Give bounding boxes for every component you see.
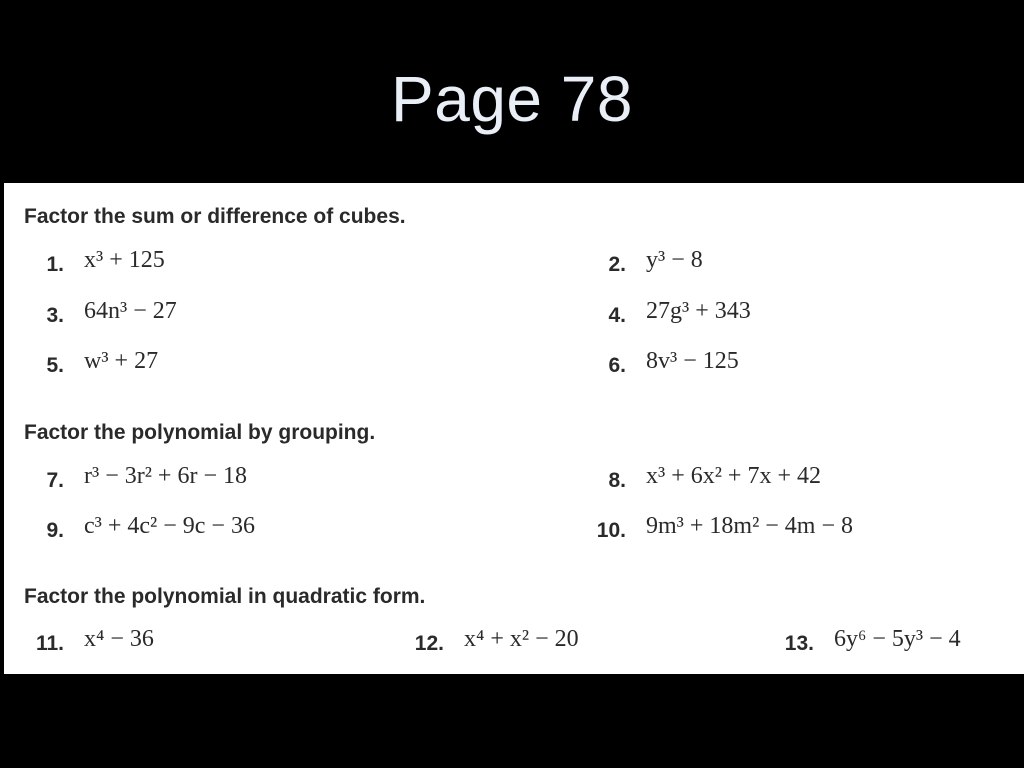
problem-expression: r³ − 3r² + 6r − 18 xyxy=(84,463,247,489)
problem-expression: 8v³ − 125 xyxy=(646,348,739,374)
problem-number: 10. xyxy=(596,519,626,542)
problem-11 xyxy=(35,626,154,656)
problem-number: 2. xyxy=(608,253,626,276)
worksheet-image xyxy=(4,183,1024,674)
problem-1 xyxy=(46,247,165,277)
page-title: Page 78 xyxy=(391,63,633,135)
problem-number: 6. xyxy=(608,354,626,377)
problem-8 xyxy=(608,463,821,493)
problem-expression: x⁴ + x² − 20 xyxy=(464,626,579,652)
problem-2 xyxy=(608,247,703,277)
problem-5 xyxy=(46,348,159,378)
problem-expression: x³ + 125 xyxy=(84,247,165,273)
problem-number: 11. xyxy=(35,632,64,655)
problem-number: 12. xyxy=(414,632,444,655)
problem-expression: y³ − 8 xyxy=(646,247,703,273)
problem-expression: c³ + 4c² − 9c − 36 xyxy=(84,513,255,539)
problem-12 xyxy=(414,626,579,656)
problem-expression: x³ + 6x² + 7x + 42 xyxy=(646,463,821,489)
problem-10 xyxy=(596,513,853,543)
problem-number: 3. xyxy=(46,304,64,327)
problem-number: 9. xyxy=(46,519,64,542)
problem-number: 13. xyxy=(784,632,814,655)
problem-number: 1. xyxy=(46,253,64,276)
problem-expression: x⁴ − 36 xyxy=(84,626,154,652)
problem-expression: 9m³ + 18m² − 4m − 8 xyxy=(646,513,853,539)
problem-6 xyxy=(608,348,739,378)
problem-expression: 27g³ + 343 xyxy=(646,298,751,324)
problem-expression: w³ + 27 xyxy=(84,348,159,374)
problem-number: 5. xyxy=(46,354,64,377)
section-heading-quadratic: Factor the polynomial in quadratic form. xyxy=(24,585,426,608)
problem-number: 4. xyxy=(608,304,626,327)
problem-9 xyxy=(46,513,255,543)
problem-expression: 64n³ − 27 xyxy=(84,298,177,324)
problem-expression: 6y⁶ − 5y³ − 4 xyxy=(834,626,961,652)
problem-number: 7. xyxy=(46,469,64,492)
problem-13 xyxy=(784,626,961,656)
section-heading-grouping: Factor the polynomial by grouping. xyxy=(24,421,376,444)
problem-3 xyxy=(46,298,177,328)
problem-number: 8. xyxy=(608,469,626,492)
problem-7 xyxy=(46,463,247,493)
problem-4 xyxy=(608,298,751,328)
section-heading-cubes: Factor the sum or difference of cubes. xyxy=(24,205,406,228)
